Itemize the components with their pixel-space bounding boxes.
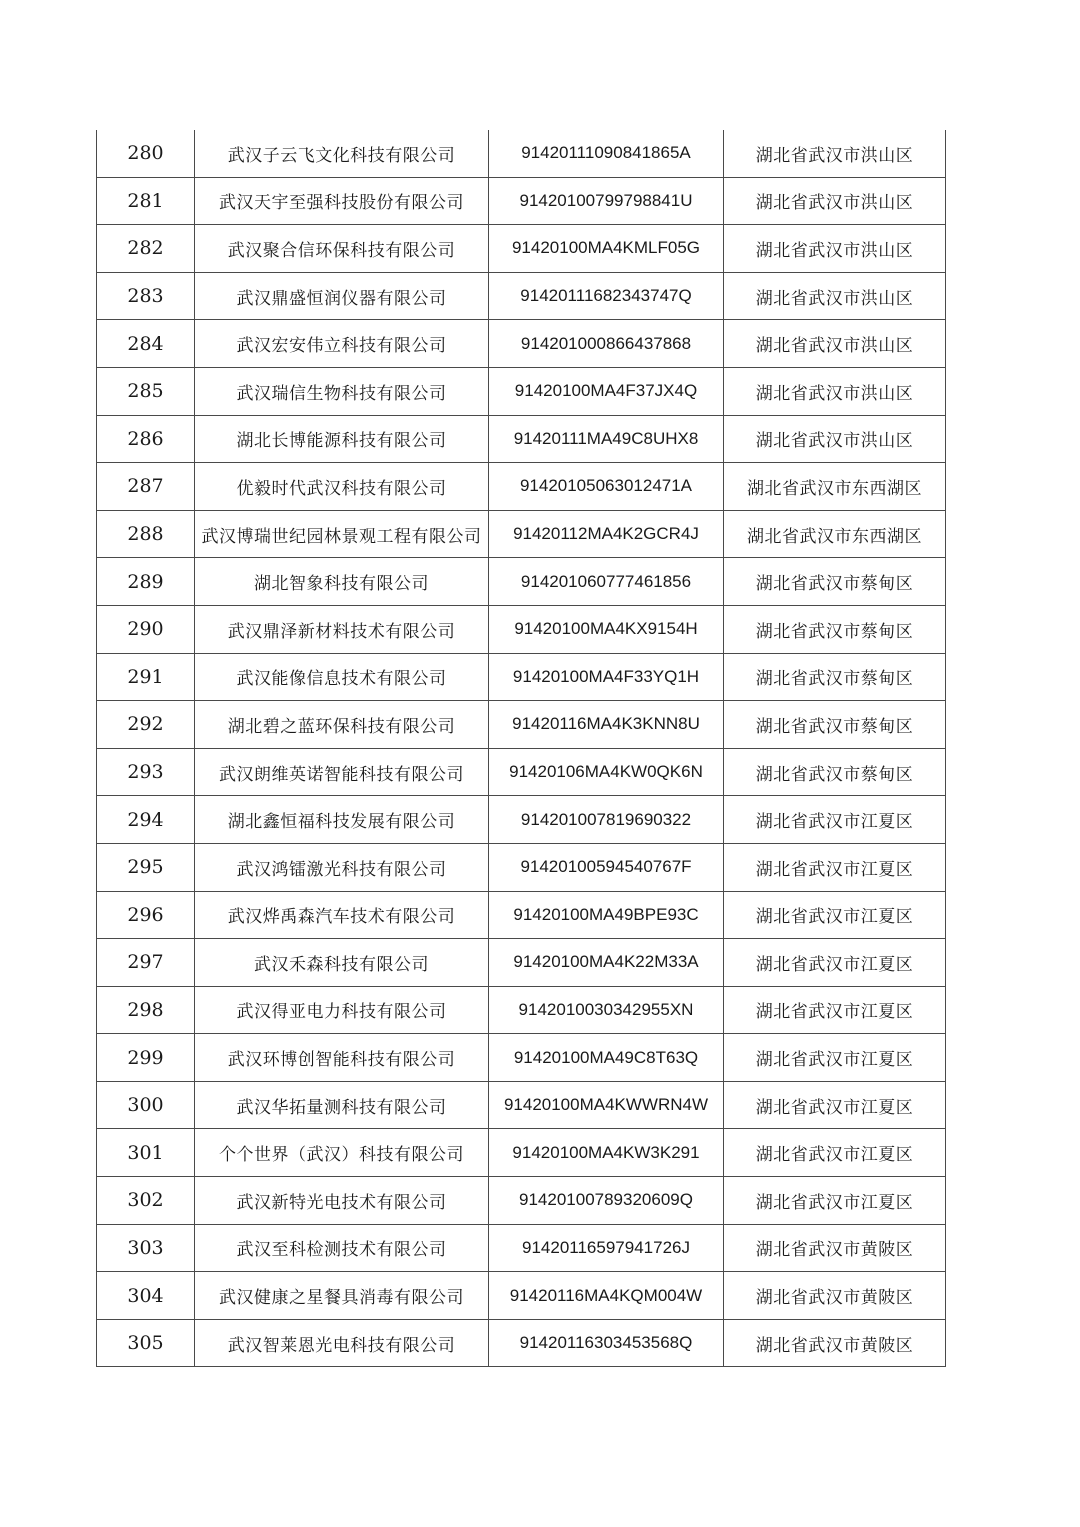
credit-code: 91420116597941726J <box>489 1224 724 1272</box>
table-row <box>97 1081 946 1129</box>
credit-code: 9142010030342955XN <box>489 986 724 1034</box>
location: 湖北省武汉市黄陂区 <box>724 1319 946 1367</box>
credit-code: 91420100MA4KMLF05G <box>489 225 724 273</box>
credit-code: 91420111682343747Q <box>489 272 724 320</box>
location: 湖北省武汉市洪山区 <box>724 130 946 177</box>
table-row <box>97 1177 946 1225</box>
company-name: 湖北智象科技有限公司 <box>195 558 489 606</box>
location: 湖北省武汉市洪山区 <box>724 177 946 225</box>
company-name: 武汉烨禹森汽车技术有限公司 <box>195 891 489 939</box>
credit-code: 91420111MA49C8UHX8 <box>489 415 724 463</box>
credit-code: 91420100MA49BPE93C <box>489 891 724 939</box>
table-row <box>97 891 946 939</box>
table-row <box>97 701 946 749</box>
location: 湖北省武汉市蔡甸区 <box>724 701 946 749</box>
company-list-table <box>96 130 946 1367</box>
row-number: 292 <box>97 701 195 749</box>
credit-code: 91420100MA4F33YQ1H <box>489 653 724 701</box>
credit-code: 91420112MA4K2GCR4J <box>489 510 724 558</box>
table-row <box>97 748 946 796</box>
credit-code: 91420100MA49C8T63Q <box>489 1034 724 1082</box>
table-row <box>97 558 946 606</box>
company-name: 湖北鑫恒福科技发展有限公司 <box>195 796 489 844</box>
table-row <box>97 1272 946 1320</box>
row-number: 302 <box>97 1177 195 1225</box>
row-number: 280 <box>97 130 195 177</box>
credit-code: 91420100MA4KX9154H <box>489 605 724 653</box>
row-number: 300 <box>97 1081 195 1129</box>
location: 湖北省武汉市黄陂区 <box>724 1272 946 1320</box>
company-name: 武汉能像信息技术有限公司 <box>195 653 489 701</box>
company-name: 武汉得亚电力科技有限公司 <box>195 986 489 1034</box>
row-number: 295 <box>97 843 195 891</box>
row-number: 283 <box>97 272 195 320</box>
table-row <box>97 796 946 844</box>
location: 湖北省武汉市蔡甸区 <box>724 605 946 653</box>
credit-code: 91420100MA4KWWRN4W <box>489 1081 724 1129</box>
credit-code: 91420116303453568Q <box>489 1319 724 1367</box>
company-name: 武汉聚合信环保科技有限公司 <box>195 225 489 273</box>
company-name: 武汉华拓量测科技有限公司 <box>195 1081 489 1129</box>
table-row <box>97 605 946 653</box>
credit-code: 91420100MA4F37JX4Q <box>489 367 724 415</box>
location: 湖北省武汉市洪山区 <box>724 320 946 368</box>
row-number: 285 <box>97 367 195 415</box>
location: 湖北省武汉市蔡甸区 <box>724 748 946 796</box>
credit-code: 914201000866437868 <box>489 320 724 368</box>
row-number: 281 <box>97 177 195 225</box>
row-number: 305 <box>97 1319 195 1367</box>
company-name: 武汉宏安伟立科技有限公司 <box>195 320 489 368</box>
location: 湖北省武汉市江夏区 <box>724 939 946 987</box>
table-row <box>97 367 946 415</box>
location: 湖北省武汉市黄陂区 <box>724 1224 946 1272</box>
row-number: 293 <box>97 748 195 796</box>
table-row <box>97 1319 946 1367</box>
location: 湖北省武汉市江夏区 <box>724 1034 946 1082</box>
company-name: 武汉新特光电技术有限公司 <box>195 1177 489 1225</box>
company-name: 武汉健康之星餐具消毒有限公司 <box>195 1272 489 1320</box>
table-row <box>97 939 946 987</box>
location: 湖北省武汉市江夏区 <box>724 1129 946 1177</box>
credit-code: 91420100789320609Q <box>489 1177 724 1225</box>
table-row <box>97 510 946 558</box>
credit-code: 91420100594540767F <box>489 843 724 891</box>
row-number: 287 <box>97 463 195 511</box>
company-name: 武汉天宇至强科技股份有限公司 <box>195 177 489 225</box>
row-number: 303 <box>97 1224 195 1272</box>
company-name: 湖北碧之蓝环保科技有限公司 <box>195 701 489 749</box>
table-row <box>97 986 946 1034</box>
row-number: 301 <box>97 1129 195 1177</box>
location: 湖北省武汉市蔡甸区 <box>724 558 946 606</box>
table-row <box>97 843 946 891</box>
location: 湖北省武汉市洪山区 <box>724 272 946 320</box>
credit-code: 91420111090841865A <box>489 130 724 177</box>
row-number: 299 <box>97 1034 195 1082</box>
company-name: 武汉鼎盛恒润仪器有限公司 <box>195 272 489 320</box>
company-name: 武汉鼎泽新材料技术有限公司 <box>195 605 489 653</box>
location: 湖北省武汉市洪山区 <box>724 415 946 463</box>
table-row <box>97 1224 946 1272</box>
row-number: 290 <box>97 605 195 653</box>
credit-code: 91420116MA4KQM004W <box>489 1272 724 1320</box>
table-row <box>97 463 946 511</box>
row-number: 291 <box>97 653 195 701</box>
company-name: 武汉智莱恩光电科技有限公司 <box>195 1319 489 1367</box>
company-name: 个个世界（武汉）科技有限公司 <box>195 1129 489 1177</box>
credit-code: 914201060777461856 <box>489 558 724 606</box>
company-name: 武汉瑞信生物科技有限公司 <box>195 367 489 415</box>
table-row <box>97 272 946 320</box>
location: 湖北省武汉市江夏区 <box>724 986 946 1034</box>
table-body <box>97 130 946 1367</box>
row-number: 286 <box>97 415 195 463</box>
company-name: 武汉禾森科技有限公司 <box>195 939 489 987</box>
credit-code: 91420100799798841U <box>489 177 724 225</box>
location: 湖北省武汉市江夏区 <box>724 843 946 891</box>
location: 湖北省武汉市洪山区 <box>724 225 946 273</box>
company-name: 武汉博瑞世纪园林景观工程有限公司 <box>195 510 489 558</box>
row-number: 289 <box>97 558 195 606</box>
company-name: 武汉鸿镭激光科技有限公司 <box>195 843 489 891</box>
row-number: 297 <box>97 939 195 987</box>
location: 湖北省武汉市蔡甸区 <box>724 653 946 701</box>
company-name: 武汉子云飞文化科技有限公司 <box>195 130 489 177</box>
company-name: 湖北长博能源科技有限公司 <box>195 415 489 463</box>
location: 湖北省武汉市东西湖区 <box>724 463 946 511</box>
credit-code: 91420106MA4KW0QK6N <box>489 748 724 796</box>
location: 湖北省武汉市东西湖区 <box>724 510 946 558</box>
location: 湖北省武汉市江夏区 <box>724 796 946 844</box>
table-row <box>97 225 946 273</box>
table-row <box>97 1129 946 1177</box>
row-number: 298 <box>97 986 195 1034</box>
credit-code: 91420105063012471A <box>489 463 724 511</box>
table-row <box>97 415 946 463</box>
table-row <box>97 320 946 368</box>
credit-code: 91420100MA4K22M33A <box>489 939 724 987</box>
row-number: 282 <box>97 225 195 273</box>
credit-code: 91420116MA4K3KNN8U <box>489 701 724 749</box>
company-name: 优毅时代武汉科技有限公司 <box>195 463 489 511</box>
row-number: 294 <box>97 796 195 844</box>
location: 湖北省武汉市江夏区 <box>724 891 946 939</box>
company-name: 武汉朗维英诺智能科技有限公司 <box>195 748 489 796</box>
table-row <box>97 177 946 225</box>
company-name: 武汉环博创智能科技有限公司 <box>195 1034 489 1082</box>
location: 湖北省武汉市洪山区 <box>724 367 946 415</box>
row-number: 296 <box>97 891 195 939</box>
company-name: 武汉至科检测技术有限公司 <box>195 1224 489 1272</box>
row-number: 288 <box>97 510 195 558</box>
location: 湖北省武汉市江夏区 <box>724 1081 946 1129</box>
credit-code: 914201007819690322 <box>489 796 724 844</box>
row-number: 304 <box>97 1272 195 1320</box>
table-row <box>97 653 946 701</box>
location: 湖北省武汉市江夏区 <box>724 1177 946 1225</box>
table-row <box>97 130 946 177</box>
row-number: 284 <box>97 320 195 368</box>
credit-code: 91420100MA4KW3K291 <box>489 1129 724 1177</box>
table-row <box>97 1034 946 1082</box>
